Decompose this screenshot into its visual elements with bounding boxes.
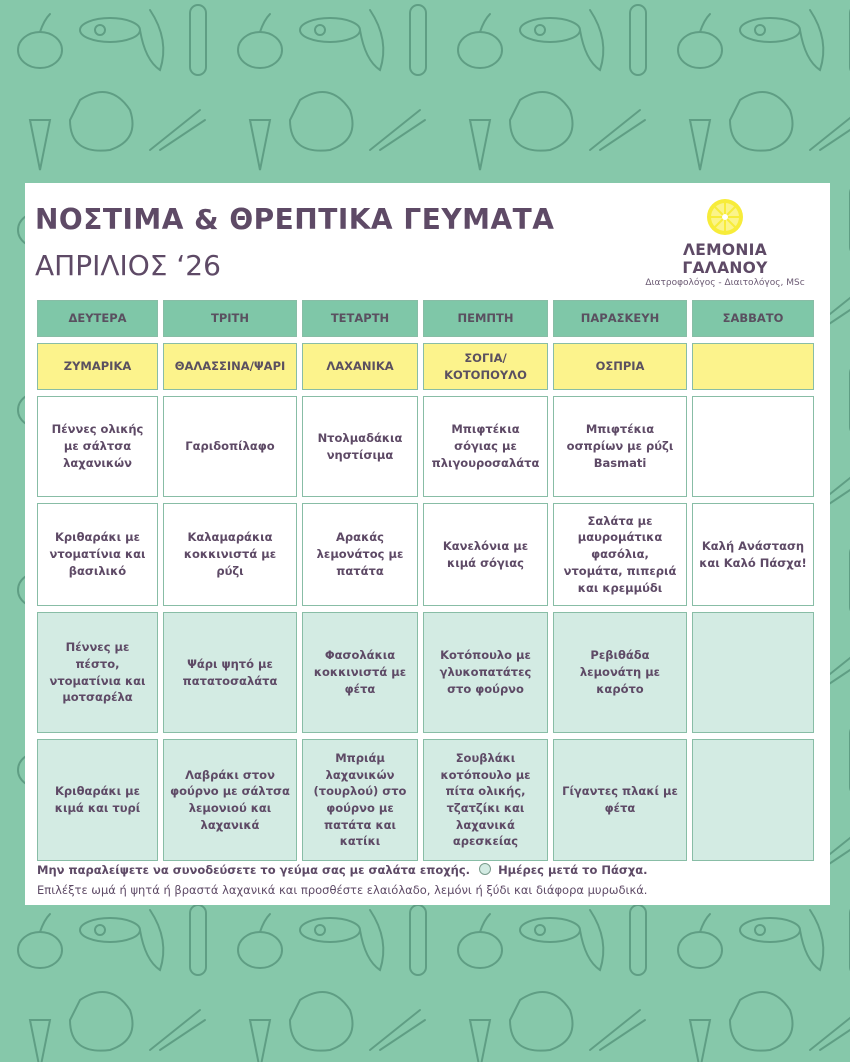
category-cell [692,343,814,390]
meal-cell: Φασολάκια κοκκινιστά με φέτα [302,612,418,733]
meal-cell: Λαβράκι στον φούρνο με σάλτσα λεμονιού και λαχανικά [163,739,297,861]
meal-cell [692,396,814,497]
page-subtitle: ΑΠΡΙΛΙΟΣ ‘26 [35,249,221,282]
day-header: ΔΕΥΤΕΡΑ [37,300,158,337]
category-cell: ΖΥΜΑΡΙΚΑ [37,343,158,390]
footer-note-bold [37,863,648,877]
meal-cell: Κοτόπουλο με γλυκοπατάτες στο φούρνο [423,612,548,733]
meal-cell: Μπριάμ λαχανικών (τουρλού) στο φούρνο με πατάτα και κατίκι [302,739,418,861]
meal-cell: Καλαμαράκια κοκκινιστά με ρύζι [163,503,297,606]
meal-plan-card [25,183,830,905]
brand-tagline: Διατροφολόγος - Διαιτολόγος, MSc [645,278,805,288]
legend-label: Ημέρες μετά το Πάσχα. [498,863,648,877]
brand-logo [640,197,810,288]
meal-cell [692,739,814,861]
meal-cell: Μπιφτέκια σόγιας με πλιγουροσαλάτα [423,396,548,497]
meal-cell: Πέννες με πέστο, ντοματίνια και μοτσαρέλα [37,612,158,733]
meal-cell: Ψάρι ψητό με πατατοσαλάτα [163,612,297,733]
category-cell: ΣΟΓΙΑ/ ΚΟΤΟΠΟΥΛΟ [423,343,548,390]
day-header: ΤΡΙΤΗ [163,300,297,337]
lemon-slice-icon [705,197,745,237]
category-cell: ΘΑΛΑΣΣΙΝΑ/ΨΑΡΙ [163,343,297,390]
meal-cell: Μπιφτέκια οσπρίων με ρύζι Basmati [553,396,687,497]
meal-cell [692,612,814,733]
day-header: ΠΕΜΠΤΗ [423,300,548,337]
meal-cell: Κανελόνια με κιμά σόγιας [423,503,548,606]
meal-cell: Γίγαντες πλακί με φέτα [553,739,687,861]
day-header: ΣΑΒΒΑΤΟ [692,300,814,337]
meal-cell: Πέννες ολικής με σάλτσα λαχανικών [37,396,158,497]
meal-cell: Ρεβιθάδα λεμονάτη με καρότο [553,612,687,733]
day-header: ΤΕΤΑΡΤΗ [302,300,418,337]
meal-cell: Γαριδοπίλαφο [163,396,297,497]
meal-plan-table [37,300,815,861]
footer-note: Επιλέξτε ωμά ή ψητά ή βραστά λαχανικά και προσθέστε ελαιόλαδο, λεμόνι ή ξύδι και διάφορα μυρωδικά. [37,883,648,897]
meal-cell: Ντολμαδάκια νηστίσιμα [302,396,418,497]
meal-cell: Αρακάς λεμονάτος με πατάτα [302,503,418,606]
category-cell: ΛΑΧΑΝΙΚΑ [302,343,418,390]
meal-cell: Κριθαράκι με κιμά και τυρί [37,739,158,861]
meal-cell: Κριθαράκι με ντοματίνια και βασιλικό [37,503,158,606]
day-header: ΠΑΡΑΣΚΕΥΗ [553,300,687,337]
brand-name: ΛΕΜΟΝΙΑ ΓΑΛΑΝΟΥ [682,241,768,277]
legend-dot-icon [479,863,491,875]
meal-cell: Σαλάτα με μαυρομάτικα φασόλια, ντομάτα, πιπεριά και κρεμμύδι [553,503,687,606]
page-title: ΝΟΣΤΙΜΑ & ΘΡΕΠΤΙΚΑ ΓΕΥΜΑΤΑ [35,203,555,236]
meal-cell: Σουβλάκι κοτόπουλο με πίτα ολικής, τζατζίκι και λαχανικά αρεσκείας [423,739,548,861]
salad-reminder: Μην παραλείψετε να συνοδεύσετε το γεύμα σας με σαλάτα εποχής. [37,863,471,877]
easter-greeting-cell: Καλή Ανάσταση και Καλό Πάσχα! [692,503,814,606]
category-cell: ΟΣΠΡΙΑ [553,343,687,390]
